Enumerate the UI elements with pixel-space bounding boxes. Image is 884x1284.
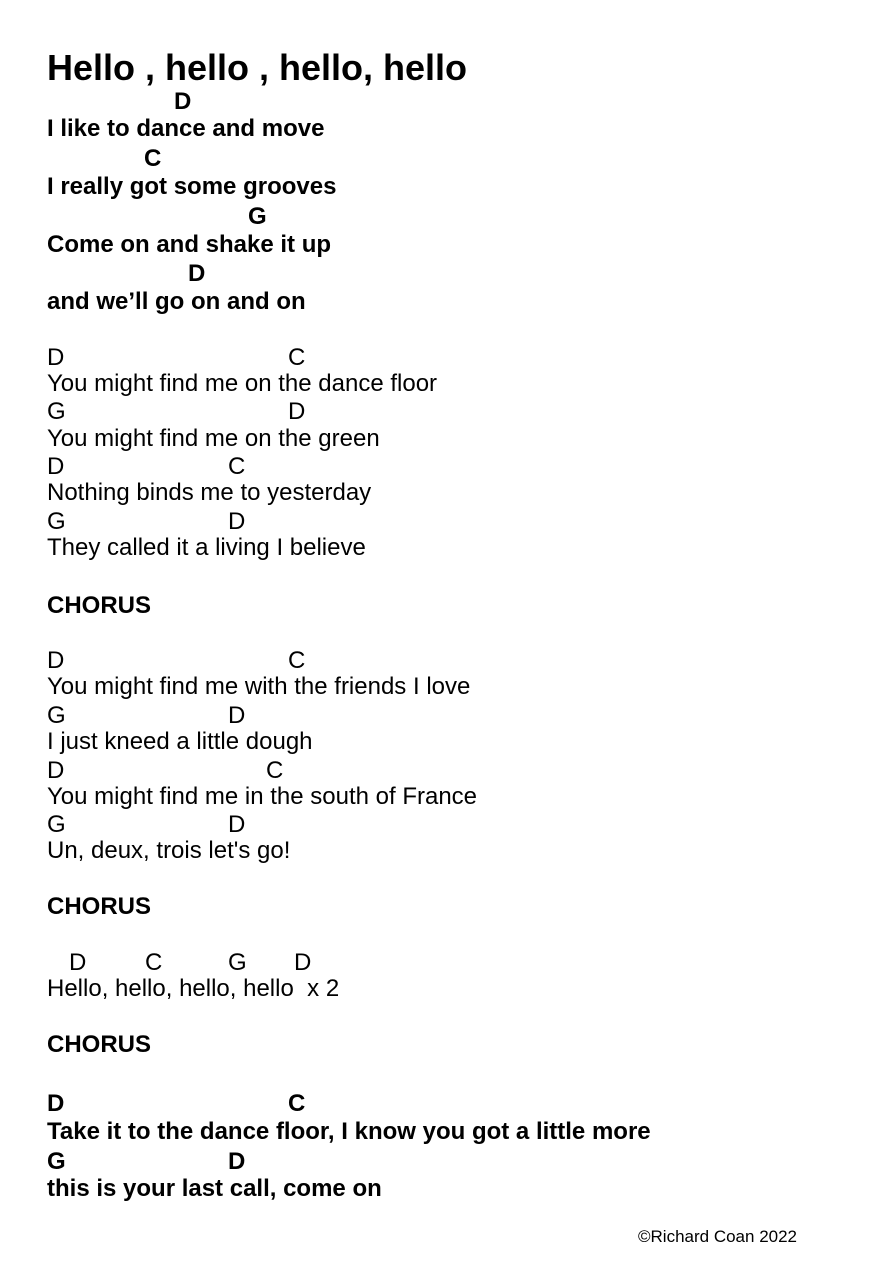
lyric-line: You might find me on the green bbox=[47, 425, 380, 452]
lyric-line: I really got some grooves bbox=[47, 173, 337, 200]
lyric-line: Hello, hello, hello, hello x 2 bbox=[47, 975, 340, 1002]
lyric-line: You might find me on the dance floor bbox=[47, 370, 438, 397]
chord: G bbox=[47, 702, 66, 729]
lyric-line: Take it to the dance floor, I know you got a little more bbox=[47, 1118, 651, 1145]
chord: D bbox=[47, 1090, 65, 1117]
lyric-line: I like to dance and move bbox=[47, 115, 325, 142]
chord: C bbox=[228, 453, 246, 480]
chord: C bbox=[288, 344, 306, 371]
chord: D bbox=[228, 508, 246, 535]
chord: G bbox=[47, 811, 66, 838]
chord: D bbox=[47, 647, 65, 674]
lyric-line: You might find me in the south of France bbox=[47, 783, 478, 810]
section-label-chorus: CHORUS bbox=[47, 592, 152, 619]
section-label-chorus: CHORUS bbox=[47, 1031, 152, 1058]
lyric-line: Nothing binds me to yesterday bbox=[47, 479, 372, 506]
chord: G bbox=[47, 398, 66, 425]
chord: G bbox=[248, 203, 267, 230]
chord: C bbox=[144, 145, 162, 172]
lyric-line: I just kneed a little dough bbox=[47, 728, 313, 755]
lyric-line: They called it a living I believe bbox=[47, 534, 366, 561]
chord: G bbox=[228, 949, 247, 976]
copyright-notice: ©Richard Coan 2022 bbox=[638, 1227, 798, 1246]
chord: G bbox=[47, 1148, 66, 1175]
chord: G bbox=[47, 508, 66, 535]
chord: D bbox=[228, 702, 246, 729]
song-title: Hello , hello , hello, hello bbox=[47, 47, 468, 88]
chord: C bbox=[266, 757, 284, 784]
lyric-line: Come on and shake it up bbox=[47, 231, 332, 258]
chord: D bbox=[174, 88, 192, 115]
lyric-line: You might find me with the friends I love bbox=[47, 673, 471, 700]
chord: D bbox=[69, 949, 87, 976]
chord: D bbox=[228, 1148, 246, 1175]
chord: D bbox=[294, 949, 312, 976]
chord: C bbox=[288, 647, 306, 674]
section-label-chorus: CHORUS bbox=[47, 893, 152, 920]
lyric-line: Un, deux, trois let's go! bbox=[47, 837, 291, 864]
chord: D bbox=[228, 811, 246, 838]
chord: D bbox=[188, 260, 206, 287]
chord: D bbox=[288, 398, 306, 425]
lyric-line: and we’ll go on and on bbox=[47, 288, 306, 315]
chord: C bbox=[288, 1090, 306, 1117]
chord: C bbox=[145, 949, 163, 976]
chord: D bbox=[47, 453, 65, 480]
chord: D bbox=[47, 344, 65, 371]
lyric-line: this is your last call, come on bbox=[47, 1175, 382, 1202]
chord: D bbox=[47, 757, 65, 784]
